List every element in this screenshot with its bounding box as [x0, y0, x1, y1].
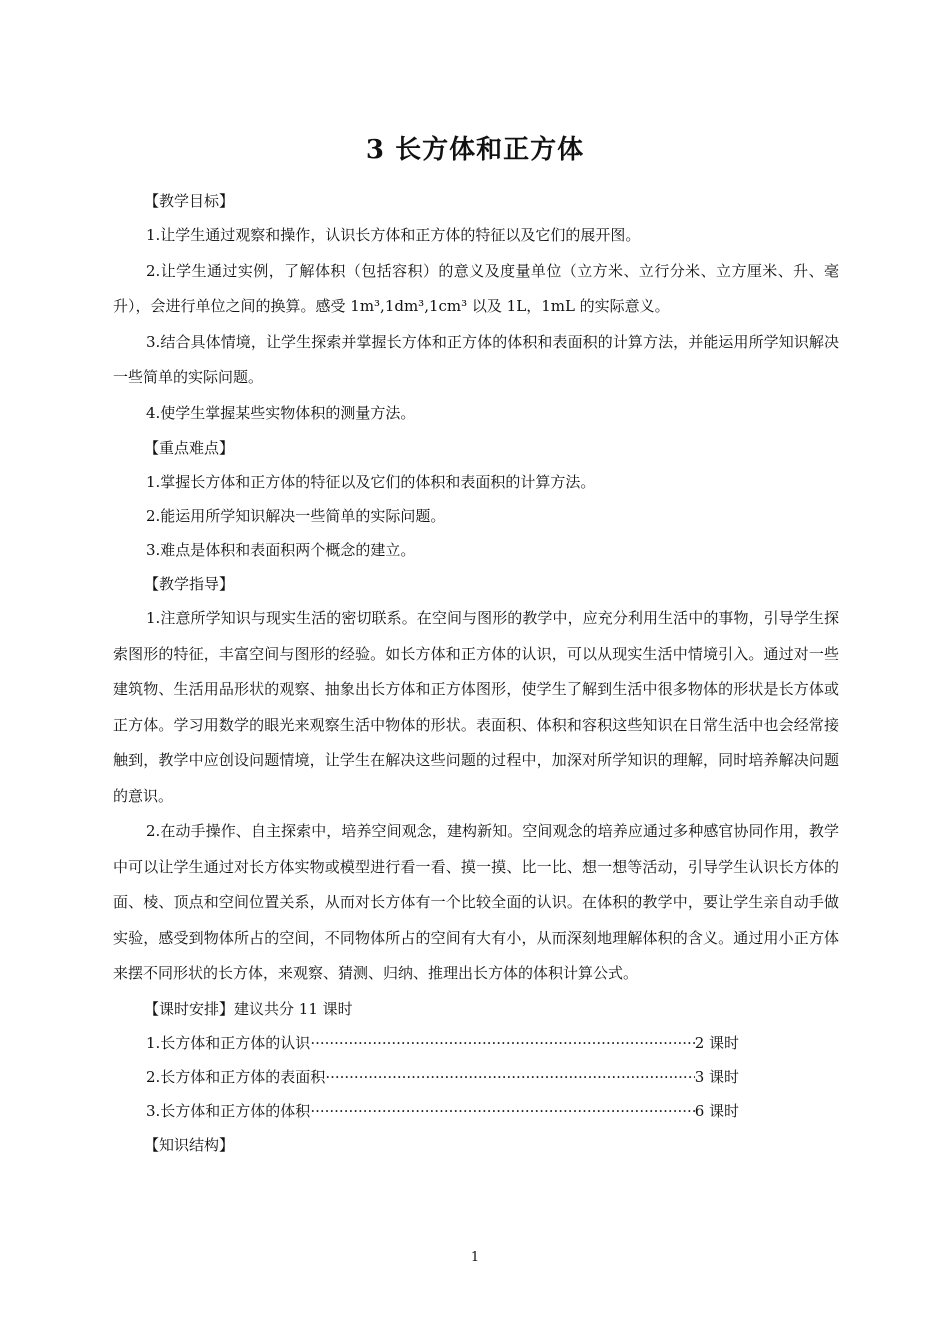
key-point-item-1: 1.掌握长方体和正方体的特征以及它们的体积和表面积的计算方法。: [146, 473, 596, 491]
dot-leader: [310, 1026, 694, 1060]
schedule-row: [113, 1060, 739, 1094]
key-point-item-3: 3.难点是体积和表面积两个概念的建立。: [146, 541, 416, 559]
dot-leader: [310, 1094, 694, 1128]
schedule-row: [113, 1094, 739, 1128]
objective-item-2: 2.让学生通过实例，了解体积（包括容积）的意义及度量单位（立方米、立行分米、立方厘米、升、毫升），会进行单位之间的换算。感受 1m³,1dm³,1cm³ 以及 1L，1mL 的实际意义。: [113, 261, 839, 315]
key-points-heading: 【重点难点】: [144, 439, 235, 457]
schedule-heading: 【课时安排】: [144, 999, 235, 1018]
page-number: 1: [470, 1250, 480, 1265]
schedule-row-label: 3.长方体和正方体的体积: [146, 1101, 311, 1120]
structure-heading: 【知识结构】: [144, 1135, 235, 1154]
objective-item-1: 1.让学生通过观察和操作，认识长方体和正方体的特征以及它们的展开图。: [146, 226, 641, 244]
schedule-row-value: 2 课时: [694, 1033, 739, 1052]
objectives-heading: 【教学目标】: [144, 192, 235, 210]
schedule-row-label: 2.长方体和正方体的表面积: [146, 1067, 326, 1086]
schedule-row-value: 6 课时: [694, 1101, 739, 1120]
key-point-item-2: 2.能运用所学知识解决一些简单的实际问题。: [146, 507, 446, 525]
objective-item-3: 3.结合具体情境，让学生探索并掌握长方体和正方体的体积和表面积的计算方法，并能运用所学知识解决一些简单的实际问题。: [113, 332, 839, 386]
guidance-heading: 【教学指导】: [144, 575, 235, 593]
guidance-item-2: 2.在动手操作、自主探索中，培养空间观念，建构新知。空间观念的培养应通过多种感官协同作用，教学中可以让学生通过对长方体实物或模型进行看一看、摸一摸、比一比、想一想等活动，引导学生认识长方体的面、棱、顶点和空间位置关系，从而对长方体有一个比较全面的认识。在体积的教学中，要让学生亲自动手做实验，感受到物体所占的空间，不同物体所占的空间有大有小，从而深刻地理解体积的含义。通过用小正方体来摆不同形状的长方体，来观察、猜测、归纳、推理出长方体的体积计算公式。: [113, 822, 839, 982]
schedule-row-label: 1.长方体和正方体的认识: [146, 1033, 311, 1052]
schedule-row-value: 3 课时: [694, 1067, 739, 1086]
page-title: 3 长方体和正方体: [365, 135, 585, 165]
dot-leader: [325, 1060, 694, 1094]
document-body: [113, 184, 839, 1162]
schedule-row: [113, 1026, 739, 1060]
schedule-note: 建议共分 11 课时: [234, 999, 353, 1018]
schedule-heading-line: [113, 992, 839, 1026]
guidance-item-1: 1.注意所学知识与现实生活的密切联系。在空间与图形的教学中，应充分利用生活中的事物，引导学生探索图形的特征，丰富空间与图形的经验。如长方体和正方体的认识，可以从现实生活中情境引入。通过对一些建筑物、生活用品形状的观察、抽象出长方体和正方体图形，使学生了解到生活中很多物体的形状是长方体或正方体。学习用数学的眼光来观察生活中物体的形状。表面积、体积和容积这些知识在日常生活中也会经常接触到，教学中应创设问题情境，让学生在解决这些问题的过程中，加深对所学知识的理解，同时培养解决问题的意识。: [113, 609, 839, 805]
objective-item-4: 4.使学生掌握某些实物体积的测量方法。: [146, 403, 416, 422]
